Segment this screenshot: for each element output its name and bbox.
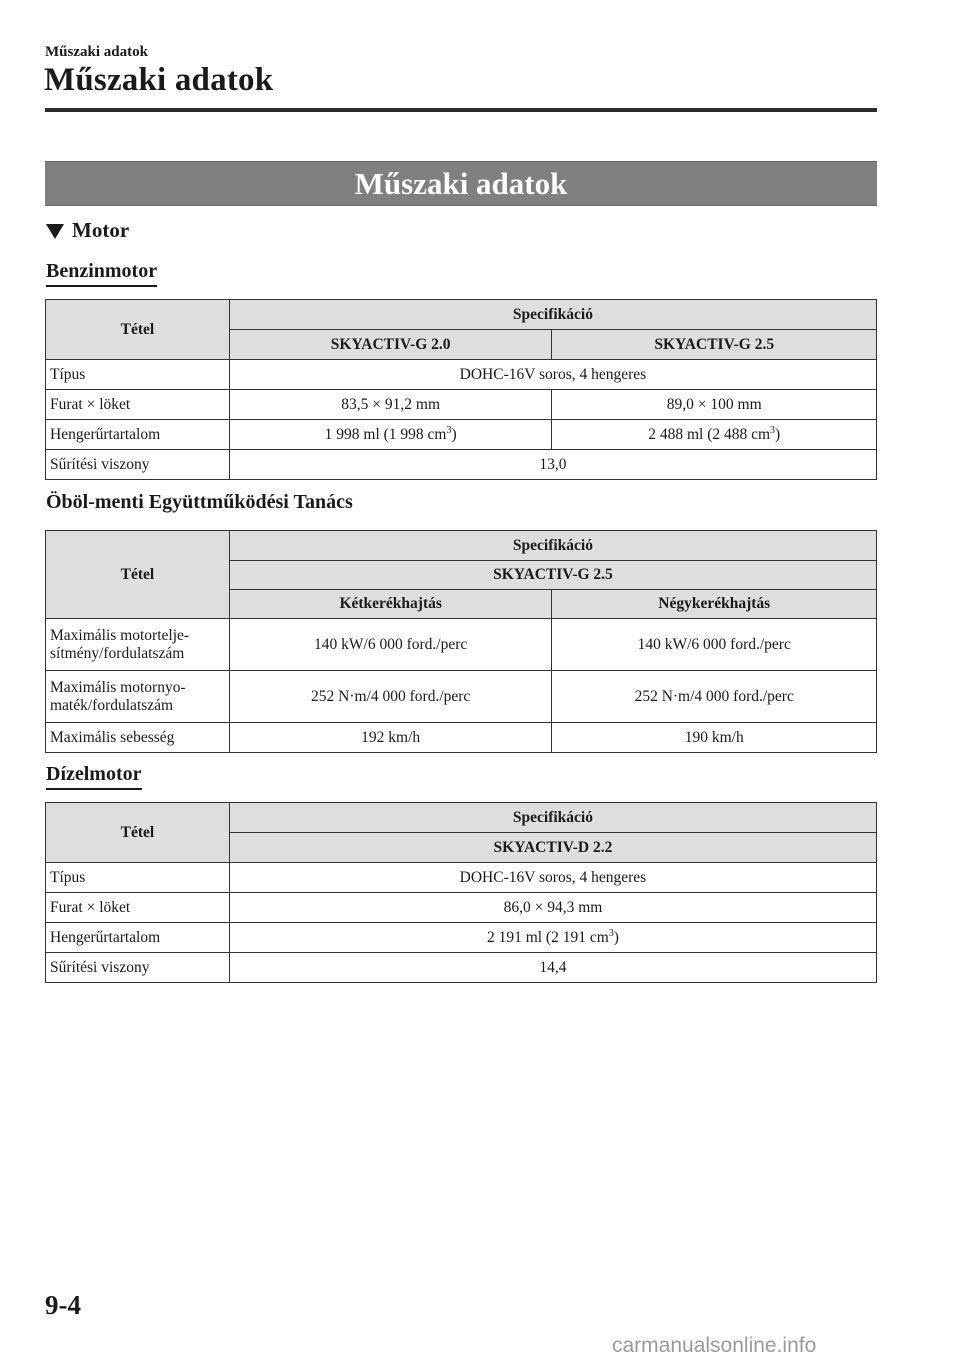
row-label	[46, 671, 230, 723]
gcc-title: Öböl-menti Együttműködési Tanács	[46, 491, 353, 513]
page-number: 9-4	[45, 1290, 81, 1320]
motor-heading-label: Motor	[72, 218, 130, 242]
value-end: )	[613, 928, 619, 946]
row-value: 89,0 × 100 mm	[552, 390, 877, 420]
row-value: 252 N·m/4 000 ford./perc	[552, 671, 877, 723]
row-value: 14,4	[229, 953, 876, 983]
row-value	[552, 420, 877, 450]
label-line: maték/fordulatszám	[50, 696, 174, 714]
row-label: Típus	[46, 863, 230, 893]
value-text: 1 998 ml (1 998 cm	[324, 425, 447, 443]
table-row	[46, 420, 877, 450]
benzin-h-col1: SKYACTIV-G 2.0	[229, 330, 552, 360]
chapter-title: Műszaki adatok	[44, 62, 274, 98]
running-header: Műszaki adatok	[45, 44, 148, 60]
row-value: 13,0	[229, 450, 876, 480]
row-label: Sűrítési viszony	[46, 450, 230, 480]
gcc-h-col1: Kétkerékhajtás	[229, 590, 552, 619]
benzin-title	[46, 260, 157, 287]
row-value: 86,0 × 94,3 mm	[229, 893, 876, 923]
label-line: Maximális motortelje-	[50, 626, 190, 644]
table-row	[46, 893, 877, 923]
row-value: 192 km/h	[229, 723, 552, 753]
benzin-title-label: Benzinmotor	[46, 260, 157, 287]
motor-heading	[46, 218, 129, 243]
superscript: 3	[608, 927, 614, 939]
label-line: Maximális motornyo-	[50, 678, 186, 696]
header-rule	[45, 108, 877, 112]
row-value: 140 kW/6 000 ford./perc	[552, 619, 877, 671]
benzin-h-col2: SKYACTIV-G 2.5	[552, 330, 877, 360]
row-value: 83,5 × 91,2 mm	[229, 390, 552, 420]
gcc-table	[45, 530, 877, 753]
row-label: Maximális sebesség	[46, 723, 230, 753]
row-value: 252 N·m/4 000 ford./perc	[229, 671, 552, 723]
diesel-table	[45, 802, 877, 983]
gcc-h-col2: Négykerékhajtás	[552, 590, 877, 619]
row-label: Hengerűrtartalom	[46, 420, 230, 450]
table-row	[46, 723, 877, 753]
diesel-title	[46, 763, 142, 790]
row-value: 140 kW/6 000 ford./perc	[229, 619, 552, 671]
table-row	[46, 450, 877, 480]
row-label: Típus	[46, 360, 230, 390]
row-value: DOHC-16V soros, 4 hengeres	[229, 360, 876, 390]
diesel-title-label: Dízelmotor	[46, 763, 142, 790]
row-value: DOHC-16V soros, 4 hengeres	[229, 863, 876, 893]
value-end: )	[451, 425, 457, 443]
table-row	[46, 953, 877, 983]
row-label: Hengerűrtartalom	[46, 923, 230, 953]
gcc-h-tetel: Tétel	[46, 531, 230, 619]
row-value	[229, 923, 876, 953]
value-text: 2 488 ml (2 488 cm	[648, 425, 771, 443]
benzin-h-tetel: Tétel	[46, 300, 230, 360]
row-label: Furat × löket	[46, 390, 230, 420]
diesel-h-model: SKYACTIV-D 2.2	[229, 833, 876, 863]
table-row	[46, 671, 877, 723]
table-row	[46, 863, 877, 893]
triangle-down-icon	[46, 224, 64, 239]
row-label: Sűrítési viszony	[46, 953, 230, 983]
superscript: 3	[770, 424, 776, 436]
table-row	[46, 360, 877, 390]
value-end: )	[775, 425, 781, 443]
diesel-h-tetel: Tétel	[46, 803, 230, 863]
table-row	[46, 390, 877, 420]
row-label	[46, 619, 230, 671]
row-value: 190 km/h	[552, 723, 877, 753]
value-text: 2 191 ml (2 191 cm	[486, 928, 609, 946]
superscript: 3	[446, 424, 452, 436]
row-label: Furat × löket	[46, 893, 230, 923]
table-row	[46, 923, 877, 953]
gcc-h-model: SKYACTIV-G 2.5	[229, 561, 876, 590]
gcc-h-spec: Specifikáció	[229, 531, 876, 561]
row-value	[229, 420, 552, 450]
table-row	[46, 619, 877, 671]
label-line: sítmény/fordulatszám	[50, 644, 185, 662]
benzin-table	[45, 299, 877, 480]
watermark: carmanualsonline.info	[612, 1334, 817, 1357]
diesel-h-spec: Specifikáció	[229, 803, 876, 833]
benzin-h-spec: Specifikáció	[229, 300, 876, 330]
section-banner: Műszaki adatok	[45, 161, 877, 206]
